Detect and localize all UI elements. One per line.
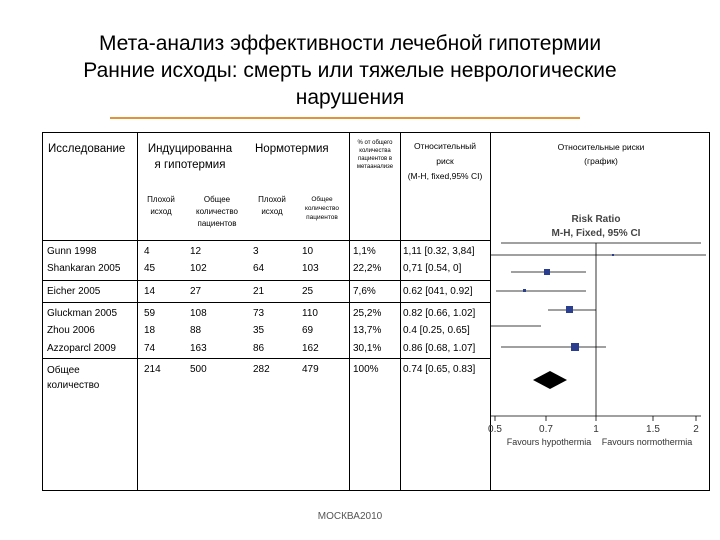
cell-weight: 7,6% (353, 286, 376, 297)
subheader-normo-bad-line-2: исход (261, 207, 283, 216)
total-label-line-1: Общее (47, 365, 80, 376)
header-induced (140, 141, 240, 173)
cell-h-bad: 214 (144, 364, 161, 375)
forest-plot (488, 200, 709, 450)
cell-n-total: 69 (302, 325, 314, 336)
header-weight-line-4: метаанализе (356, 164, 394, 170)
subheader-normo-total-line-3: пациентов (306, 214, 338, 221)
subheader-induced-bad-line-1: Плохой (147, 195, 175, 204)
cell-rr: 0.4 [0.25, 0.65] (403, 325, 470, 336)
cell-rr: 0.62 [041, 0.92] (403, 286, 473, 297)
cell-n-bad: 73 (253, 308, 265, 319)
cell-rr: 0.74 [0.65, 0.83] (403, 364, 476, 375)
cell-study: Gunn 1998 (47, 246, 97, 257)
cell-n-bad: 21 (253, 286, 265, 297)
title-line-2: Ранние исходы: смерть или тяжелые неврологические (83, 59, 617, 82)
study-marker-eicher (523, 289, 526, 292)
cell-h-bad: 45 (144, 263, 156, 274)
subheader-induced-bad (139, 194, 183, 218)
subheader-normo-bad (250, 194, 294, 218)
subheader-normo-total-line-2: количество (304, 205, 340, 212)
header-induced-line-2: я гипотермия (154, 159, 226, 171)
cell-h-total: 108 (190, 308, 207, 319)
axis-tick-label: 0.7 (539, 424, 553, 435)
col-divider-3 (400, 132, 401, 491)
cell-weight: 25,2% (353, 308, 382, 319)
cell-h-bad: 14 (144, 286, 156, 297)
header-rr (402, 139, 488, 184)
cell-n-total: 110 (302, 308, 318, 319)
header-induced-line-1: Индуцированна (147, 143, 233, 155)
header-study: Исследование (48, 143, 126, 155)
cell-n-bad: 35 (253, 325, 265, 336)
cell-h-bad: 59 (144, 308, 156, 319)
cell-h-total: 102 (190, 263, 207, 274)
header-rr-line-2: риск (436, 156, 454, 166)
study-marker-gluckman (566, 306, 573, 313)
cell-weight: 22,2% (353, 263, 382, 274)
axis-tick-label: 1.5 (646, 424, 660, 435)
row-divider-3 (42, 302, 491, 303)
row-divider-2 (42, 280, 491, 281)
axis-tick-label: 0.5 (488, 424, 502, 435)
study-marker-shankaran (544, 269, 550, 275)
subheader-normo-total-line-1: Общее (311, 196, 333, 203)
cell-n-total: 10 (302, 246, 314, 257)
header-plot (495, 140, 707, 168)
cell-study: Azzoparcl 2009 (47, 343, 116, 354)
cell-study: Shankaran 2005 (47, 263, 121, 274)
cell-h-bad: 18 (144, 325, 156, 336)
total-label-line-2: количество (47, 380, 100, 391)
cell-weight: 1,1% (353, 246, 376, 257)
header-weight-line-3: пациентов в (357, 156, 393, 162)
footer-text: МОСКВА2010 (317, 511, 383, 522)
title-line-3: нарушения (295, 86, 405, 109)
cell-rr: 1,11 [0.32, 3,84] (403, 246, 475, 257)
cell-n-total: 479 (302, 364, 319, 375)
cell-h-bad: 4 (144, 246, 150, 257)
cell-h-total: 500 (190, 364, 207, 375)
favours-right-label: Favours normothermia (601, 437, 693, 447)
col-divider-2 (349, 132, 350, 491)
cell-h-total: 163 (190, 343, 207, 354)
cell-n-total: 103 (302, 263, 319, 274)
cell-weight: 100% (353, 364, 379, 375)
title-line-1: Мета-анализ эффективности лечебной гипотермии (98, 32, 602, 55)
slide-title (0, 30, 700, 111)
cell-study: Gluckman 2005 (47, 308, 118, 319)
subheader-induced-bad-line-2: исход (150, 207, 172, 216)
study-marker-gunn (612, 254, 614, 256)
row-divider-4 (42, 358, 491, 359)
cell-study: Zhou 2006 (47, 325, 95, 336)
cell-rr: 0.86 [0.68, 1.07] (403, 343, 476, 354)
col-divider-1 (137, 132, 138, 491)
axis-tick-label: 2 (693, 424, 699, 435)
cell-n-bad: 3 (253, 246, 259, 257)
subheader-normo-bad-line-1: Плохой (258, 195, 286, 204)
header-weight-line-2: количества (359, 148, 391, 154)
cell-n-bad: 64 (253, 263, 265, 274)
cell-study: Eicher 2005 (47, 286, 101, 297)
subheader-induced-total (186, 194, 248, 230)
study-marker-azzopardi (571, 343, 579, 351)
cell-rr: 0,71 [0.54, 0] (403, 263, 462, 274)
cell-n-total: 162 (302, 343, 319, 354)
cell-weight: 30,1% (353, 343, 382, 354)
pooled-diamond (533, 371, 567, 389)
title-underline (110, 117, 580, 119)
cell-n-total: 25 (302, 286, 314, 297)
header-plot-line-1: Относительные риски (557, 142, 645, 152)
header-plot-line-2: (график) (584, 156, 618, 166)
header-rr-line-1: Относительный (413, 141, 477, 151)
cell-study (47, 363, 99, 393)
forest-label-line-1: Risk Ratio (571, 214, 621, 225)
cell-n-bad: 282 (253, 364, 270, 375)
cell-h-total: 88 (190, 325, 202, 336)
subheader-induced-total-line-1: Общее (203, 195, 231, 204)
header-weight (351, 139, 399, 171)
header-weight-line-1: % от общего (357, 140, 393, 146)
subheader-normo-total (296, 195, 348, 222)
row-divider-1 (42, 240, 491, 241)
header-normo: Нормотермия (255, 143, 329, 155)
favours-left-label: Favours hypothermia (506, 437, 592, 447)
header-rr-line-3: (M-H, fixed,95% CI) (407, 171, 483, 181)
cell-weight: 13,7% (353, 325, 382, 336)
cell-h-total: 27 (190, 286, 202, 297)
cell-rr: 0.82 [0.66, 1.02] (403, 308, 476, 319)
subheader-induced-total-line-2: количество (196, 207, 238, 216)
forest-label-line-2: M-H, Fixed, 95% CI (551, 228, 641, 239)
cell-n-bad: 86 (253, 343, 265, 354)
cell-h-bad: 74 (144, 343, 156, 354)
cell-h-total: 12 (190, 246, 202, 257)
subheader-induced-total-line-3: пациентов (197, 219, 237, 228)
axis-tick-label: 1 (593, 424, 599, 435)
